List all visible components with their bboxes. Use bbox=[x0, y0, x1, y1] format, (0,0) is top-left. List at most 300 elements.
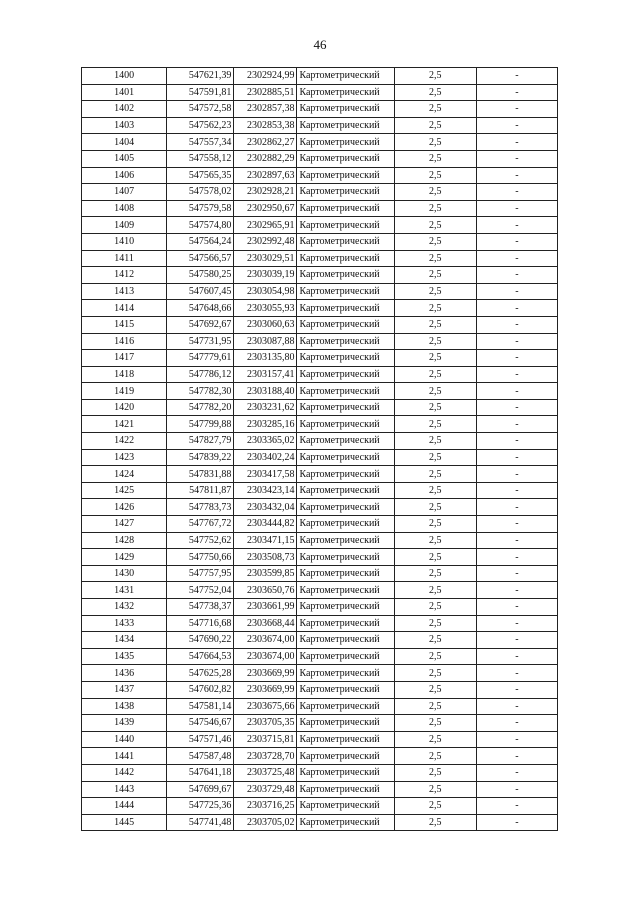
description-cell: - bbox=[476, 433, 557, 450]
accuracy-cell: 2,5 bbox=[394, 167, 476, 184]
y-coordinate-cell: 2303729,48 bbox=[234, 781, 297, 798]
x-coordinate-cell: 547591,81 bbox=[167, 84, 234, 101]
method-cell: Картометрический bbox=[297, 482, 394, 499]
accuracy-cell: 2,5 bbox=[394, 599, 476, 616]
x-coordinate-cell: 547827,79 bbox=[167, 433, 234, 450]
description-cell: - bbox=[476, 615, 557, 632]
y-coordinate-cell: 2303599,85 bbox=[234, 565, 297, 582]
method-cell: Картометрический bbox=[297, 383, 394, 400]
table-row bbox=[82, 283, 558, 300]
accuracy-cell: 2,5 bbox=[394, 217, 476, 234]
accuracy-cell: 2,5 bbox=[394, 316, 476, 333]
table-row bbox=[82, 681, 558, 698]
x-coordinate-cell: 547692,67 bbox=[167, 316, 234, 333]
x-coordinate-cell: 547648,66 bbox=[167, 300, 234, 317]
y-coordinate-cell: 2303087,88 bbox=[234, 333, 297, 350]
y-coordinate-cell: 2303402,24 bbox=[234, 449, 297, 466]
point-number-cell: 1419 bbox=[82, 383, 167, 400]
y-coordinate-cell: 2303444,82 bbox=[234, 516, 297, 533]
accuracy-cell: 2,5 bbox=[394, 250, 476, 267]
x-coordinate-cell: 547757,95 bbox=[167, 565, 234, 582]
table-row bbox=[82, 333, 558, 350]
x-coordinate-cell: 547752,04 bbox=[167, 582, 234, 599]
x-coordinate-cell: 547581,14 bbox=[167, 698, 234, 715]
point-number-cell: 1426 bbox=[82, 499, 167, 516]
y-coordinate-cell: 2303674,00 bbox=[234, 632, 297, 649]
y-coordinate-cell: 2303705,35 bbox=[234, 715, 297, 732]
description-cell: - bbox=[476, 134, 557, 151]
x-coordinate-cell: 547750,66 bbox=[167, 549, 234, 566]
y-coordinate-cell: 2303029,51 bbox=[234, 250, 297, 267]
method-cell: Картометрический bbox=[297, 217, 394, 234]
description-cell: - bbox=[476, 117, 557, 134]
point-number-cell: 1423 bbox=[82, 449, 167, 466]
method-cell: Картометрический bbox=[297, 549, 394, 566]
x-coordinate-cell: 547574,80 bbox=[167, 217, 234, 234]
method-cell: Картометрический bbox=[297, 615, 394, 632]
accuracy-cell: 2,5 bbox=[394, 516, 476, 533]
y-coordinate-cell: 2302965,91 bbox=[234, 217, 297, 234]
accuracy-cell: 2,5 bbox=[394, 449, 476, 466]
y-coordinate-cell: 2302885,51 bbox=[234, 84, 297, 101]
x-coordinate-cell: 547565,35 bbox=[167, 167, 234, 184]
x-coordinate-cell: 547741,48 bbox=[167, 814, 234, 831]
table-row bbox=[82, 648, 558, 665]
accuracy-cell: 2,5 bbox=[394, 482, 476, 499]
y-coordinate-cell: 2302857,38 bbox=[234, 101, 297, 118]
description-cell: - bbox=[476, 84, 557, 101]
table-row bbox=[82, 516, 558, 533]
point-number-cell: 1411 bbox=[82, 250, 167, 267]
method-cell: Картометрический bbox=[297, 333, 394, 350]
x-coordinate-cell: 547557,34 bbox=[167, 134, 234, 151]
point-number-cell: 1417 bbox=[82, 350, 167, 367]
point-number-cell: 1435 bbox=[82, 648, 167, 665]
accuracy-cell: 2,5 bbox=[394, 798, 476, 815]
accuracy-cell: 2,5 bbox=[394, 665, 476, 682]
description-cell: - bbox=[476, 217, 557, 234]
y-coordinate-cell: 2303417,58 bbox=[234, 466, 297, 483]
description-cell: - bbox=[476, 399, 557, 416]
description-cell: - bbox=[476, 582, 557, 599]
y-coordinate-cell: 2303423,14 bbox=[234, 482, 297, 499]
x-coordinate-cell: 547767,72 bbox=[167, 516, 234, 533]
y-coordinate-cell: 2303674,00 bbox=[234, 648, 297, 665]
accuracy-cell: 2,5 bbox=[394, 134, 476, 151]
y-coordinate-cell: 2303668,44 bbox=[234, 615, 297, 632]
point-number-cell: 1420 bbox=[82, 399, 167, 416]
method-cell: Картометрический bbox=[297, 798, 394, 815]
accuracy-cell: 2,5 bbox=[394, 84, 476, 101]
x-coordinate-cell: 547752,62 bbox=[167, 532, 234, 549]
accuracy-cell: 2,5 bbox=[394, 582, 476, 599]
x-coordinate-cell: 547786,12 bbox=[167, 366, 234, 383]
method-cell: Картометрический bbox=[297, 565, 394, 582]
point-number-cell: 1438 bbox=[82, 698, 167, 715]
coordinates-table bbox=[81, 67, 558, 831]
description-cell: - bbox=[476, 665, 557, 682]
y-coordinate-cell: 2303365,02 bbox=[234, 433, 297, 450]
accuracy-cell: 2,5 bbox=[394, 366, 476, 383]
x-coordinate-cell: 547546,67 bbox=[167, 715, 234, 732]
table-row bbox=[82, 764, 558, 781]
accuracy-cell: 2,5 bbox=[394, 499, 476, 516]
description-cell: - bbox=[476, 698, 557, 715]
description-cell: - bbox=[476, 449, 557, 466]
description-cell: - bbox=[476, 748, 557, 765]
method-cell: Картометрический bbox=[297, 632, 394, 649]
table-row bbox=[82, 233, 558, 250]
accuracy-cell: 2,5 bbox=[394, 715, 476, 732]
description-cell: - bbox=[476, 715, 557, 732]
table-row bbox=[82, 466, 558, 483]
y-coordinate-cell: 2303039,19 bbox=[234, 267, 297, 284]
description-cell: - bbox=[476, 300, 557, 317]
point-number-cell: 1429 bbox=[82, 549, 167, 566]
point-number-cell: 1428 bbox=[82, 532, 167, 549]
method-cell: Картометрический bbox=[297, 267, 394, 284]
y-coordinate-cell: 2302882,29 bbox=[234, 150, 297, 167]
point-number-cell: 1421 bbox=[82, 416, 167, 433]
accuracy-cell: 2,5 bbox=[394, 814, 476, 831]
x-coordinate-cell: 547831,88 bbox=[167, 466, 234, 483]
table-row bbox=[82, 499, 558, 516]
description-cell: - bbox=[476, 250, 557, 267]
table-row bbox=[82, 632, 558, 649]
point-number-cell: 1425 bbox=[82, 482, 167, 499]
point-number-cell: 1434 bbox=[82, 632, 167, 649]
point-number-cell: 1422 bbox=[82, 433, 167, 450]
point-number-cell: 1403 bbox=[82, 117, 167, 134]
table-row bbox=[82, 117, 558, 134]
method-cell: Картометрический bbox=[297, 233, 394, 250]
point-number-cell: 1427 bbox=[82, 516, 167, 533]
point-number-cell: 1402 bbox=[82, 101, 167, 118]
y-coordinate-cell: 2303669,99 bbox=[234, 681, 297, 698]
accuracy-cell: 2,5 bbox=[394, 283, 476, 300]
method-cell: Картометрический bbox=[297, 433, 394, 450]
table-row bbox=[82, 748, 558, 765]
table-row bbox=[82, 814, 558, 831]
y-coordinate-cell: 2303432,04 bbox=[234, 499, 297, 516]
accuracy-cell: 2,5 bbox=[394, 781, 476, 798]
description-cell: - bbox=[476, 499, 557, 516]
description-cell: - bbox=[476, 549, 557, 566]
table-row bbox=[82, 366, 558, 383]
y-coordinate-cell: 2303285,16 bbox=[234, 416, 297, 433]
accuracy-cell: 2,5 bbox=[394, 532, 476, 549]
y-coordinate-cell: 2303661,99 bbox=[234, 599, 297, 616]
point-number-cell: 1401 bbox=[82, 84, 167, 101]
table-row bbox=[82, 200, 558, 217]
description-cell: - bbox=[476, 316, 557, 333]
y-coordinate-cell: 2303135,80 bbox=[234, 350, 297, 367]
method-cell: Картометрический bbox=[297, 499, 394, 516]
point-number-cell: 1408 bbox=[82, 200, 167, 217]
table-row bbox=[82, 532, 558, 549]
description-cell: - bbox=[476, 68, 557, 85]
method-cell: Картометрический bbox=[297, 200, 394, 217]
method-cell: Картометрический bbox=[297, 681, 394, 698]
point-number-cell: 1413 bbox=[82, 283, 167, 300]
x-coordinate-cell: 547782,20 bbox=[167, 399, 234, 416]
accuracy-cell: 2,5 bbox=[394, 615, 476, 632]
table-row bbox=[82, 300, 558, 317]
x-coordinate-cell: 547566,57 bbox=[167, 250, 234, 267]
table-row bbox=[82, 267, 558, 284]
method-cell: Картометрический bbox=[297, 184, 394, 201]
method-cell: Картометрический bbox=[297, 715, 394, 732]
method-cell: Картометрический bbox=[297, 134, 394, 151]
x-coordinate-cell: 547564,24 bbox=[167, 233, 234, 250]
y-coordinate-cell: 2303055,93 bbox=[234, 300, 297, 317]
table-row bbox=[82, 798, 558, 815]
y-coordinate-cell: 2303650,76 bbox=[234, 582, 297, 599]
point-number-cell: 1407 bbox=[82, 184, 167, 201]
y-coordinate-cell: 2302992,48 bbox=[234, 233, 297, 250]
method-cell: Картометрический bbox=[297, 764, 394, 781]
y-coordinate-cell: 2303188,40 bbox=[234, 383, 297, 400]
point-number-cell: 1444 bbox=[82, 798, 167, 815]
y-coordinate-cell: 2303675,66 bbox=[234, 698, 297, 715]
accuracy-cell: 2,5 bbox=[394, 233, 476, 250]
table-body bbox=[82, 68, 558, 831]
point-number-cell: 1406 bbox=[82, 167, 167, 184]
table-row bbox=[82, 101, 558, 118]
method-cell: Картометрический bbox=[297, 698, 394, 715]
description-cell: - bbox=[476, 532, 557, 549]
accuracy-cell: 2,5 bbox=[394, 764, 476, 781]
y-coordinate-cell: 2303669,99 bbox=[234, 665, 297, 682]
y-coordinate-cell: 2303728,70 bbox=[234, 748, 297, 765]
y-coordinate-cell: 2303060,63 bbox=[234, 316, 297, 333]
x-coordinate-cell: 547799,88 bbox=[167, 416, 234, 433]
description-cell: - bbox=[476, 681, 557, 698]
table-row bbox=[82, 482, 558, 499]
description-cell: - bbox=[476, 764, 557, 781]
x-coordinate-cell: 547811,87 bbox=[167, 482, 234, 499]
x-coordinate-cell: 547783,73 bbox=[167, 499, 234, 516]
point-number-cell: 1409 bbox=[82, 217, 167, 234]
method-cell: Картометрический bbox=[297, 599, 394, 616]
method-cell: Картометрический bbox=[297, 516, 394, 533]
accuracy-cell: 2,5 bbox=[394, 333, 476, 350]
y-coordinate-cell: 2303054,98 bbox=[234, 283, 297, 300]
accuracy-cell: 2,5 bbox=[394, 681, 476, 698]
method-cell: Картометрический bbox=[297, 300, 394, 317]
table-row bbox=[82, 383, 558, 400]
x-coordinate-cell: 547779,61 bbox=[167, 350, 234, 367]
accuracy-cell: 2,5 bbox=[394, 731, 476, 748]
method-cell: Картометрический bbox=[297, 648, 394, 665]
y-coordinate-cell: 2303157,41 bbox=[234, 366, 297, 383]
method-cell: Картометрический bbox=[297, 150, 394, 167]
accuracy-cell: 2,5 bbox=[394, 200, 476, 217]
description-cell: - bbox=[476, 383, 557, 400]
y-coordinate-cell: 2302950,67 bbox=[234, 200, 297, 217]
accuracy-cell: 2,5 bbox=[394, 549, 476, 566]
accuracy-cell: 2,5 bbox=[394, 117, 476, 134]
method-cell: Картометрический bbox=[297, 449, 394, 466]
description-cell: - bbox=[476, 648, 557, 665]
description-cell: - bbox=[476, 350, 557, 367]
y-coordinate-cell: 2302924,99 bbox=[234, 68, 297, 85]
x-coordinate-cell: 547690,22 bbox=[167, 632, 234, 649]
point-number-cell: 1442 bbox=[82, 764, 167, 781]
x-coordinate-cell: 547558,12 bbox=[167, 150, 234, 167]
accuracy-cell: 2,5 bbox=[394, 383, 476, 400]
point-number-cell: 1418 bbox=[82, 366, 167, 383]
table-row bbox=[82, 565, 558, 582]
y-coordinate-cell: 2302862,27 bbox=[234, 134, 297, 151]
x-coordinate-cell: 547641,18 bbox=[167, 764, 234, 781]
point-number-cell: 1415 bbox=[82, 316, 167, 333]
description-cell: - bbox=[476, 565, 557, 582]
point-number-cell: 1443 bbox=[82, 781, 167, 798]
point-number-cell: 1437 bbox=[82, 681, 167, 698]
method-cell: Картометрический bbox=[297, 68, 394, 85]
description-cell: - bbox=[476, 366, 557, 383]
table-row bbox=[82, 167, 558, 184]
method-cell: Картометрический bbox=[297, 250, 394, 267]
point-number-cell: 1410 bbox=[82, 233, 167, 250]
point-number-cell: 1432 bbox=[82, 599, 167, 616]
method-cell: Картометрический bbox=[297, 748, 394, 765]
table-row bbox=[82, 416, 558, 433]
description-cell: - bbox=[476, 283, 557, 300]
point-number-cell: 1436 bbox=[82, 665, 167, 682]
point-number-cell: 1439 bbox=[82, 715, 167, 732]
description-cell: - bbox=[476, 731, 557, 748]
method-cell: Картометрический bbox=[297, 167, 394, 184]
x-coordinate-cell: 547578,02 bbox=[167, 184, 234, 201]
table-row bbox=[82, 549, 558, 566]
accuracy-cell: 2,5 bbox=[394, 416, 476, 433]
x-coordinate-cell: 547716,68 bbox=[167, 615, 234, 632]
x-coordinate-cell: 547725,36 bbox=[167, 798, 234, 815]
table-row bbox=[82, 184, 558, 201]
x-coordinate-cell: 547621,39 bbox=[167, 68, 234, 85]
method-cell: Картометрический bbox=[297, 366, 394, 383]
table-row bbox=[82, 250, 558, 267]
description-cell: - bbox=[476, 101, 557, 118]
table-row bbox=[82, 84, 558, 101]
accuracy-cell: 2,5 bbox=[394, 267, 476, 284]
table-row bbox=[82, 399, 558, 416]
table-row bbox=[82, 665, 558, 682]
accuracy-cell: 2,5 bbox=[394, 150, 476, 167]
method-cell: Картометрический bbox=[297, 665, 394, 682]
x-coordinate-cell: 547782,30 bbox=[167, 383, 234, 400]
description-cell: - bbox=[476, 200, 557, 217]
x-coordinate-cell: 547607,45 bbox=[167, 283, 234, 300]
accuracy-cell: 2,5 bbox=[394, 565, 476, 582]
point-number-cell: 1405 bbox=[82, 150, 167, 167]
accuracy-cell: 2,5 bbox=[394, 433, 476, 450]
table-row bbox=[82, 316, 558, 333]
table-row bbox=[82, 134, 558, 151]
x-coordinate-cell: 547580,25 bbox=[167, 267, 234, 284]
point-number-cell: 1431 bbox=[82, 582, 167, 599]
method-cell: Картометрический bbox=[297, 84, 394, 101]
point-number-cell: 1445 bbox=[82, 814, 167, 831]
x-coordinate-cell: 547738,37 bbox=[167, 599, 234, 616]
accuracy-cell: 2,5 bbox=[394, 399, 476, 416]
y-coordinate-cell: 2302928,21 bbox=[234, 184, 297, 201]
description-cell: - bbox=[476, 167, 557, 184]
method-cell: Картометрический bbox=[297, 350, 394, 367]
method-cell: Картометрический bbox=[297, 814, 394, 831]
method-cell: Картометрический bbox=[297, 466, 394, 483]
accuracy-cell: 2,5 bbox=[394, 698, 476, 715]
y-coordinate-cell: 2303725,48 bbox=[234, 764, 297, 781]
y-coordinate-cell: 2303471,15 bbox=[234, 532, 297, 549]
table-row bbox=[82, 150, 558, 167]
point-number-cell: 1430 bbox=[82, 565, 167, 582]
point-number-cell: 1412 bbox=[82, 267, 167, 284]
x-coordinate-cell: 547572,58 bbox=[167, 101, 234, 118]
x-coordinate-cell: 547731,95 bbox=[167, 333, 234, 350]
y-coordinate-cell: 2303231,62 bbox=[234, 399, 297, 416]
x-coordinate-cell: 547571,46 bbox=[167, 731, 234, 748]
accuracy-cell: 2,5 bbox=[394, 748, 476, 765]
x-coordinate-cell: 547562,23 bbox=[167, 117, 234, 134]
point-number-cell: 1441 bbox=[82, 748, 167, 765]
method-cell: Картометрический bbox=[297, 316, 394, 333]
description-cell: - bbox=[476, 814, 557, 831]
x-coordinate-cell: 547625,28 bbox=[167, 665, 234, 682]
point-number-cell: 1424 bbox=[82, 466, 167, 483]
description-cell: - bbox=[476, 599, 557, 616]
accuracy-cell: 2,5 bbox=[394, 632, 476, 649]
description-cell: - bbox=[476, 798, 557, 815]
method-cell: Картометрический bbox=[297, 399, 394, 416]
accuracy-cell: 2,5 bbox=[394, 300, 476, 317]
table-row bbox=[82, 615, 558, 632]
y-coordinate-cell: 2303715,81 bbox=[234, 731, 297, 748]
description-cell: - bbox=[476, 333, 557, 350]
accuracy-cell: 2,5 bbox=[394, 184, 476, 201]
point-number-cell: 1440 bbox=[82, 731, 167, 748]
accuracy-cell: 2,5 bbox=[394, 466, 476, 483]
x-coordinate-cell: 547587,48 bbox=[167, 748, 234, 765]
point-number-cell: 1404 bbox=[82, 134, 167, 151]
description-cell: - bbox=[476, 184, 557, 201]
accuracy-cell: 2,5 bbox=[394, 350, 476, 367]
y-coordinate-cell: 2303716,25 bbox=[234, 798, 297, 815]
x-coordinate-cell: 547699,67 bbox=[167, 781, 234, 798]
table-row bbox=[82, 217, 558, 234]
table-row bbox=[82, 68, 558, 85]
x-coordinate-cell: 547664,53 bbox=[167, 648, 234, 665]
description-cell: - bbox=[476, 632, 557, 649]
table-row bbox=[82, 433, 558, 450]
method-cell: Картометрический bbox=[297, 101, 394, 118]
point-number-cell: 1416 bbox=[82, 333, 167, 350]
table-row bbox=[82, 582, 558, 599]
table-row bbox=[82, 781, 558, 798]
y-coordinate-cell: 2303705,02 bbox=[234, 814, 297, 831]
method-cell: Картометрический bbox=[297, 781, 394, 798]
table-row bbox=[82, 698, 558, 715]
description-cell: - bbox=[476, 781, 557, 798]
description-cell: - bbox=[476, 416, 557, 433]
y-coordinate-cell: 2302897,63 bbox=[234, 167, 297, 184]
method-cell: Картометрический bbox=[297, 731, 394, 748]
accuracy-cell: 2,5 bbox=[394, 101, 476, 118]
method-cell: Картометрический bbox=[297, 582, 394, 599]
method-cell: Картометрический bbox=[297, 416, 394, 433]
